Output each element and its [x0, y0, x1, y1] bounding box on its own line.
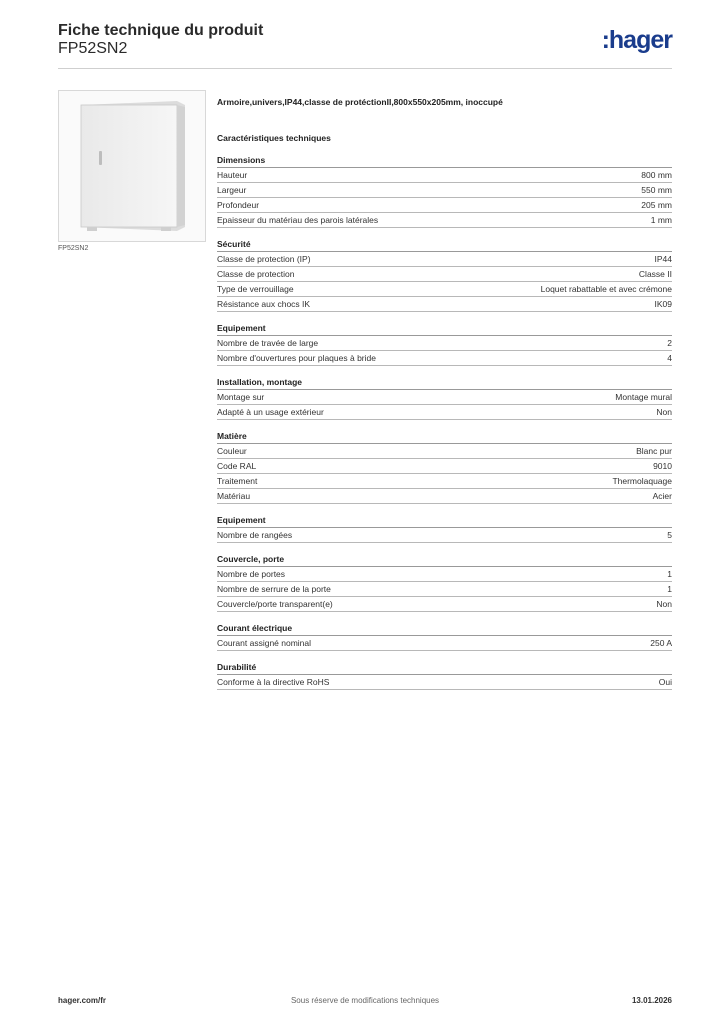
page-footer [58, 996, 672, 1010]
spec-row [217, 390, 672, 405]
section-title: Equipement [217, 322, 672, 336]
section-title: Dimensions [217, 154, 672, 168]
hager-logo: :hager [601, 26, 672, 54]
spec-value: 5 [667, 530, 672, 540]
section-title: Matière [217, 430, 672, 444]
spec-row [217, 459, 672, 474]
spec-label: Nombre de serrure de la porte [217, 584, 331, 594]
spec-label: Nombre de travée de large [217, 338, 319, 348]
spec-value: 9010 [653, 461, 672, 471]
spec-label: Nombre de portes [217, 569, 286, 579]
spec-section [217, 322, 672, 366]
page-header [58, 20, 672, 69]
spec-label: Nombre d'ouvertures pour plaques à bride [217, 353, 376, 363]
spec-value: 2 [667, 338, 672, 348]
spec-label: Couvercle/porte transparent(e) [217, 599, 333, 609]
section-title: Sécurité [217, 238, 672, 252]
section-title: Couvercle, porte [217, 553, 672, 567]
spec-row [217, 198, 672, 213]
spec-heading: Caractéristiques techniques [217, 133, 331, 143]
spec-label: Nombre de rangées [217, 530, 293, 540]
spec-row [217, 567, 672, 582]
logo-text: hager [608, 26, 672, 54]
spec-value: 1 [667, 569, 672, 579]
spec-row [217, 297, 672, 312]
spec-section [217, 661, 672, 690]
spec-row [217, 267, 672, 282]
spec-label: Courant assigné nominal [217, 638, 312, 648]
spec-label: Classe de protection [217, 269, 295, 279]
spec-section [217, 238, 672, 312]
product-image [58, 90, 206, 242]
spec-label: Couleur [217, 446, 247, 456]
spec-section [217, 430, 672, 504]
spec-value: Acier [652, 491, 672, 501]
spec-label: Montage sur [217, 392, 265, 402]
spec-label: Traitement [217, 476, 258, 486]
spec-row [217, 582, 672, 597]
footer-disclaimer: Sous réserve de modifications techniques [290, 996, 440, 1005]
spec-value: 1 [667, 584, 672, 594]
spec-row [217, 675, 672, 690]
section-title: Equipement [217, 514, 672, 528]
spec-row [217, 282, 672, 297]
spec-label: Hauteur [217, 170, 248, 180]
footer-website-link[interactable]: hager.com/fr [58, 996, 107, 1005]
spec-row [217, 474, 672, 489]
spec-row [217, 183, 672, 198]
spec-section [217, 553, 672, 612]
spec-label: Résistance aux chocs IK [217, 299, 311, 309]
spec-value: Classe II [638, 269, 672, 279]
spec-label: Largeur [217, 185, 247, 195]
section-title: Durabilité [217, 661, 672, 675]
spec-section [217, 622, 672, 651]
spec-label: Matériau [217, 491, 251, 501]
spec-value: Blanc pur [636, 446, 672, 456]
spec-value: Oui [658, 677, 672, 687]
spec-section [217, 154, 672, 228]
spec-label: Epaisseur du matériau des parois latérales [217, 215, 379, 225]
spec-value: Non [656, 599, 672, 609]
spec-row [217, 597, 672, 612]
spec-value: Loquet rabattable et avec crémone [540, 284, 672, 294]
spec-sections [217, 154, 672, 690]
spec-section [217, 514, 672, 543]
section-title: Installation, montage [217, 376, 672, 390]
spec-value: 550 mm [641, 185, 672, 195]
section-title: Courant électrique [217, 622, 672, 636]
spec-value: Non [656, 407, 672, 417]
spec-value: Thermolaquage [612, 476, 672, 486]
spec-row [217, 489, 672, 504]
product-reference: FP52SN2 [58, 40, 128, 57]
spec-value: 250 A [650, 638, 672, 648]
spec-row [217, 213, 672, 228]
image-caption: FP52SN2 [58, 245, 89, 252]
spec-value: 1 mm [650, 215, 672, 225]
spec-value: 800 mm [641, 170, 672, 180]
cabinet-illustration [73, 99, 191, 233]
spec-row [217, 405, 672, 420]
spec-row [217, 636, 672, 651]
page-title: Fiche technique du produit [58, 22, 264, 39]
spec-label: Adapté à un usage extérieur [217, 407, 324, 417]
spec-row [217, 528, 672, 543]
spec-value: 4 [667, 353, 672, 363]
product-description: Armoire,univers,IP44,classe de protéctionII,800x550x205mm, inoccupé [217, 97, 503, 107]
spec-row [217, 336, 672, 351]
spec-row [217, 351, 672, 366]
spec-label: Conforme à la directive RoHS [217, 677, 330, 687]
spec-label: Classe de protection (IP) [217, 254, 311, 264]
spec-value: IP44 [654, 254, 672, 264]
spec-row [217, 168, 672, 183]
spec-row [217, 444, 672, 459]
spec-label: Code RAL [217, 461, 257, 471]
spec-label: Type de verrouillage [217, 284, 294, 294]
spec-value: IK09 [654, 299, 672, 309]
spec-section [217, 376, 672, 420]
spec-value: Montage mural [615, 392, 672, 402]
spec-content [217, 96, 672, 690]
spec-label: Profondeur [217, 200, 260, 210]
footer-date: 13.01.2026 [631, 996, 672, 1005]
spec-row [217, 252, 672, 267]
spec-value: 205 mm [641, 200, 672, 210]
